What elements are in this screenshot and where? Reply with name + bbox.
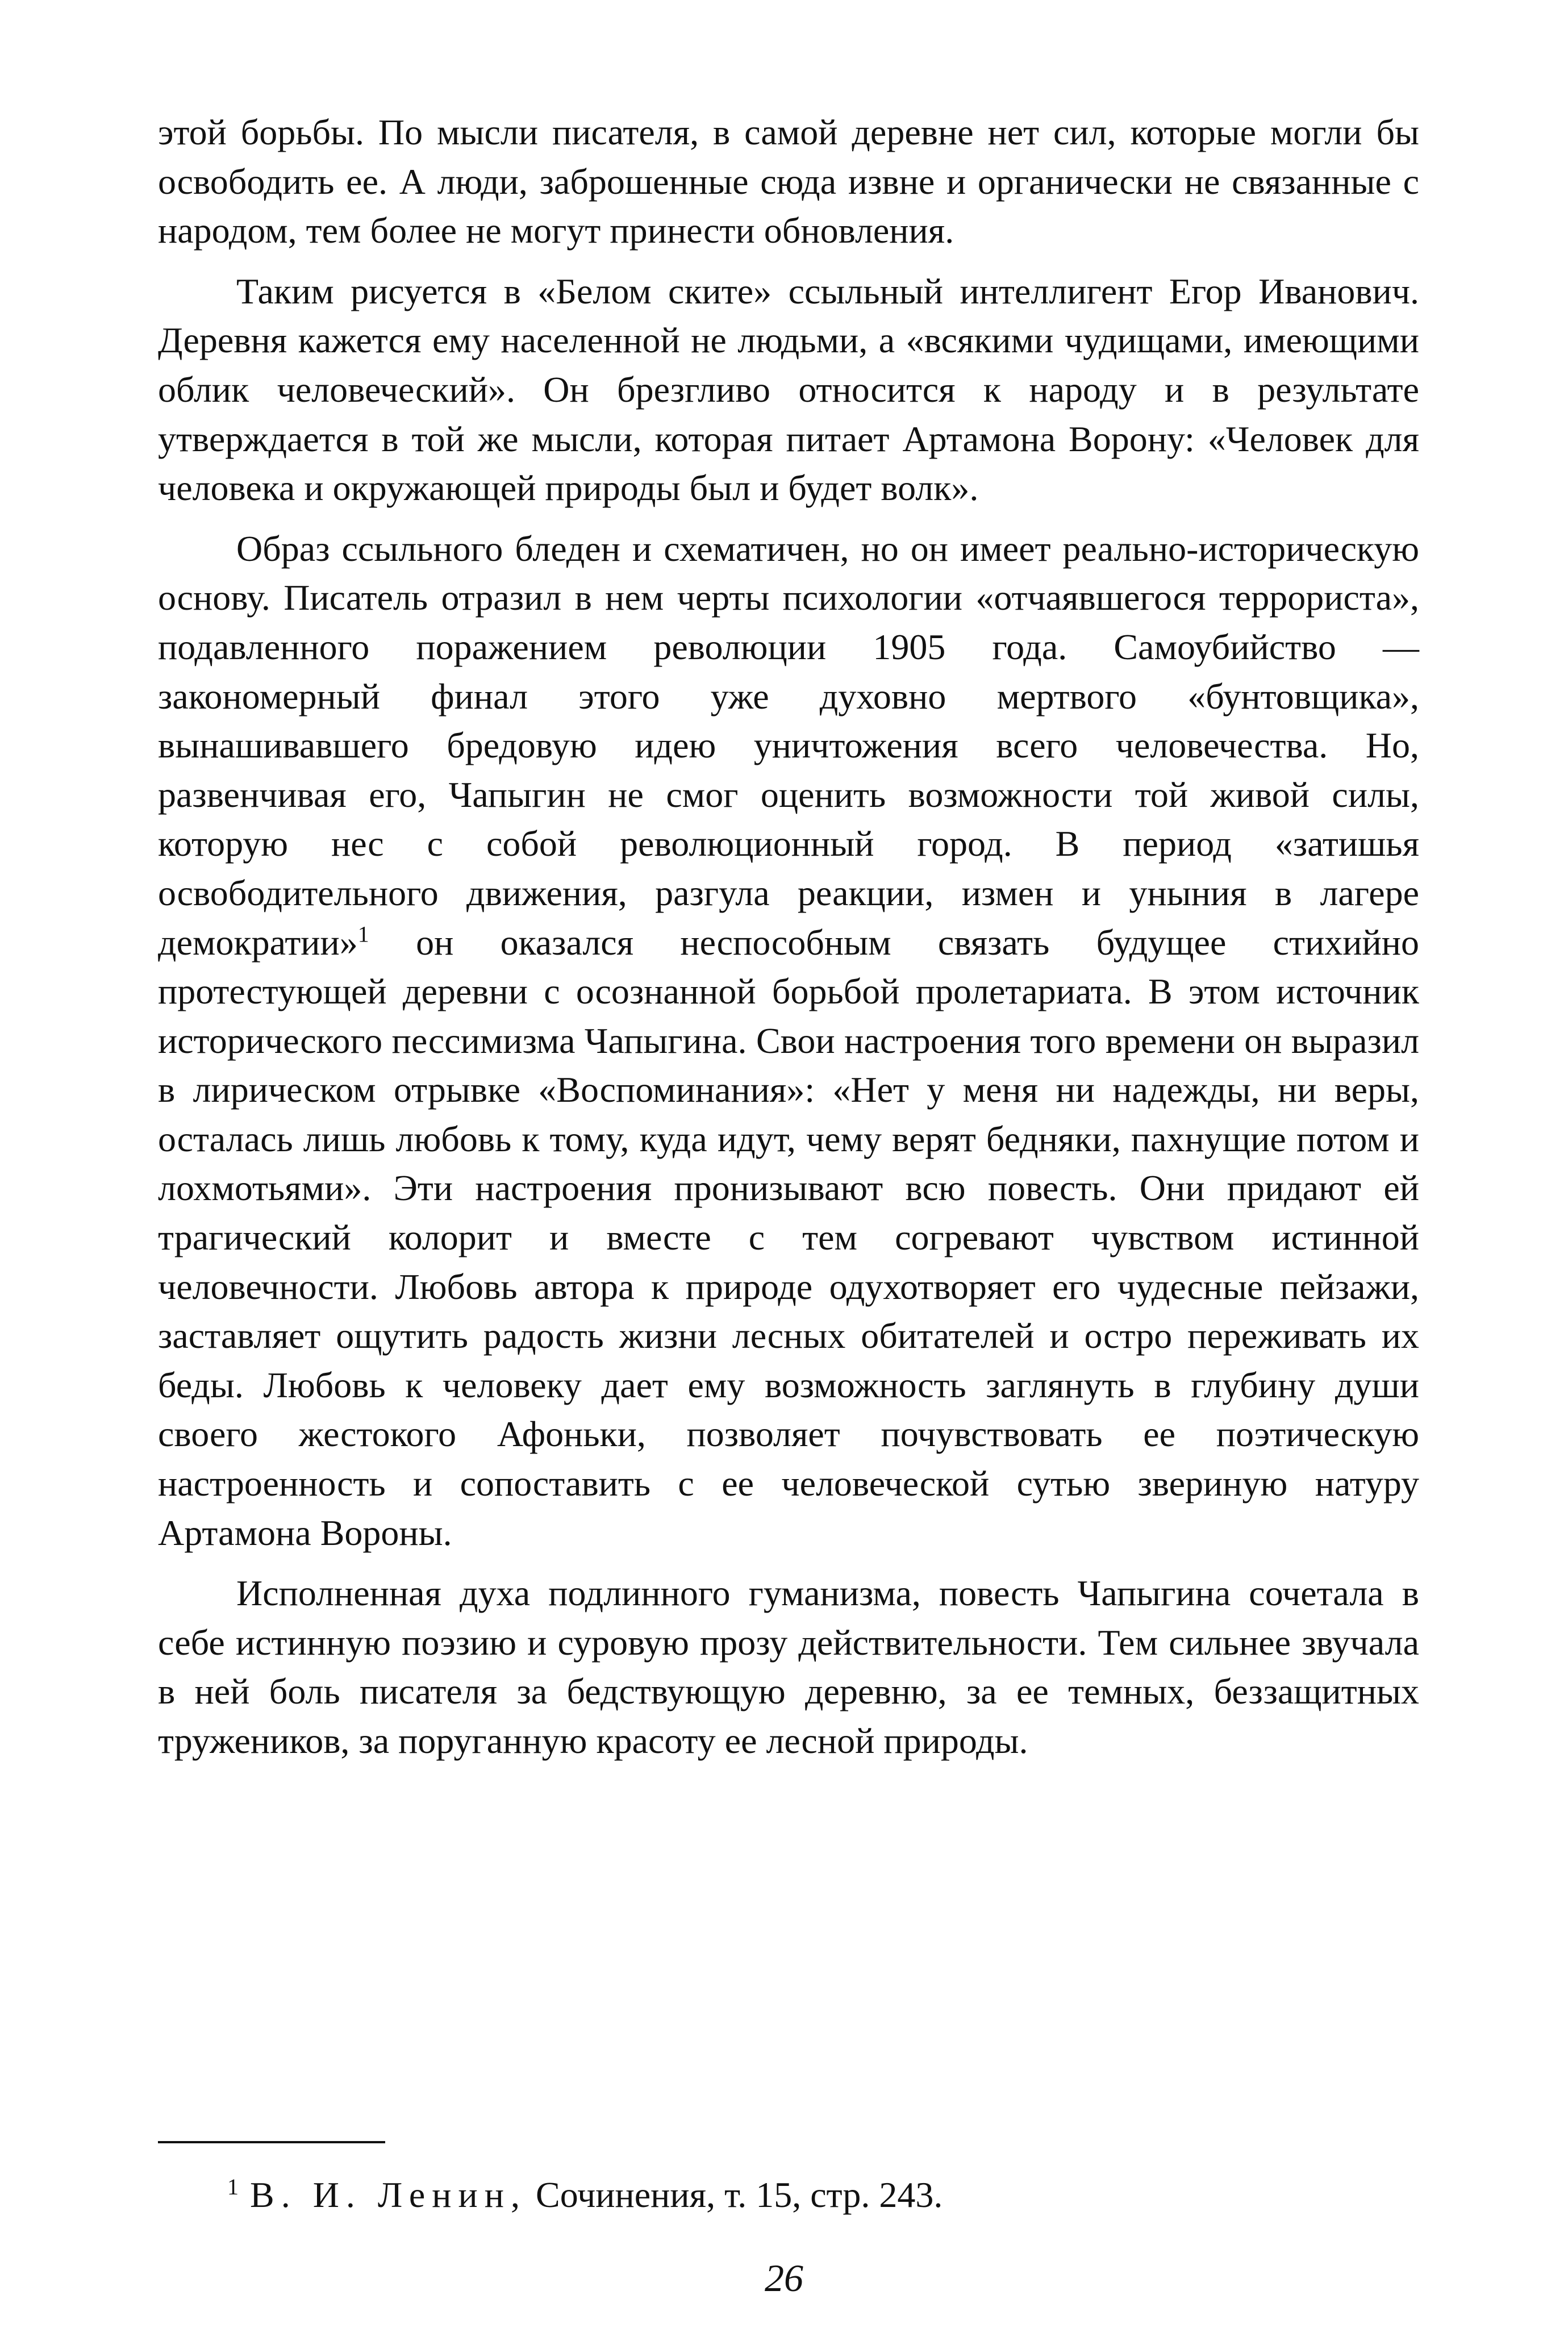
paragraph-3 bbox=[158, 524, 1419, 1557]
paragraph-3-text: Образ ссыльного бледен и схематичен, но он имеет реально-историческую основу. Писатель отразил в нем черты психологии «отчаявшегося террориста», подавленного поражением революции 1905 года. Самоубийство — закономерный финал этого уже духовно мертвого «бунтовщика», вынашивавшего бредовую идею уничтожения всего человечества. Но, развенчивая его, Чапыгин не смог оценить возможности той живой силы, которую нес с собой революционный город. В период «затишья освободительного движения, разгула реакции, измен и уныния в лагере демократии» bbox=[158, 528, 1419, 963]
footnote bbox=[227, 2171, 943, 2219]
paragraph-4: Исполненная духа подлинного гуманизма, повесть Чапыгина сочетала в себе истинную поэзию и суровую прозу действительности. Тем сильнее звучала в ней боль писателя за бедствующую деревню, за ее темных, беззащитных тружеников, за поруганную красоту ее лесной природы. bbox=[158, 1573, 1419, 1761]
footnote-source: Сочинения, т. 15, стр. 243. bbox=[536, 2175, 943, 2215]
footnote-reference[interactable]: 1 bbox=[357, 921, 369, 947]
footnote-divider bbox=[158, 2141, 385, 2143]
paragraph-1: этой борьбы. По мысли писателя, в самой деревне нет сил, которые могли бы освободить ее. А люди, заброшенные сюда извне и органически не связанные с народом, тем более не могут принести обновления. bbox=[158, 112, 1419, 251]
paragraph-2: Таким рисуется в «Белом ските» ссыльный интеллигент Егор Иванович. Деревня кажется ему населенной не людьми, а «всякими чудищами, имеющими облик человеческий». Он брезгливо относится к народу и в результате утверждается в той же мысли, которая питает Артамона Ворону: «Человек для человека и окружающей природы был и будет волк». bbox=[158, 270, 1419, 509]
page-number: 26 bbox=[765, 2256, 803, 2300]
footnote-number: 1 bbox=[227, 2173, 239, 2200]
paragraph-3-continuation: он оказался неспособным связать будущее стихийно протестующей деревни с осознанной борьбой пролетариата. В этом источник исторического пессимизма Чапыгина. Свои настроения того времени он выразил в лирическом отрывке «Воспоминания»: «Нет у меня ни надежды, ни веры, осталась лишь любовь к тому, куда идут, чему верят бедняки, пахнущие потом и лохмотьями». Эти настроения пронизывают всю повесть. Они придают ей трагический колорит и вместе с тем согревают чувством истинной человечности. Любовь автора к природе одухотворяет его чудесные пейзажи, заставляет ощутить радость жизни лесных обитателей и остро переживать их беды. Любовь к человеку дает ему возможность заглянуть в глубину души своего жестокого Афоньки, позволяет почувствовать ее поэтическую настроенность и сопоставить с ее человеческой сутью звериную натуру Артамона Вороны. bbox=[158, 922, 1420, 1553]
main-text bbox=[158, 108, 1419, 1766]
page-body bbox=[158, 108, 1419, 1777]
footnote-author: В. И. Ленин, bbox=[250, 2175, 527, 2215]
